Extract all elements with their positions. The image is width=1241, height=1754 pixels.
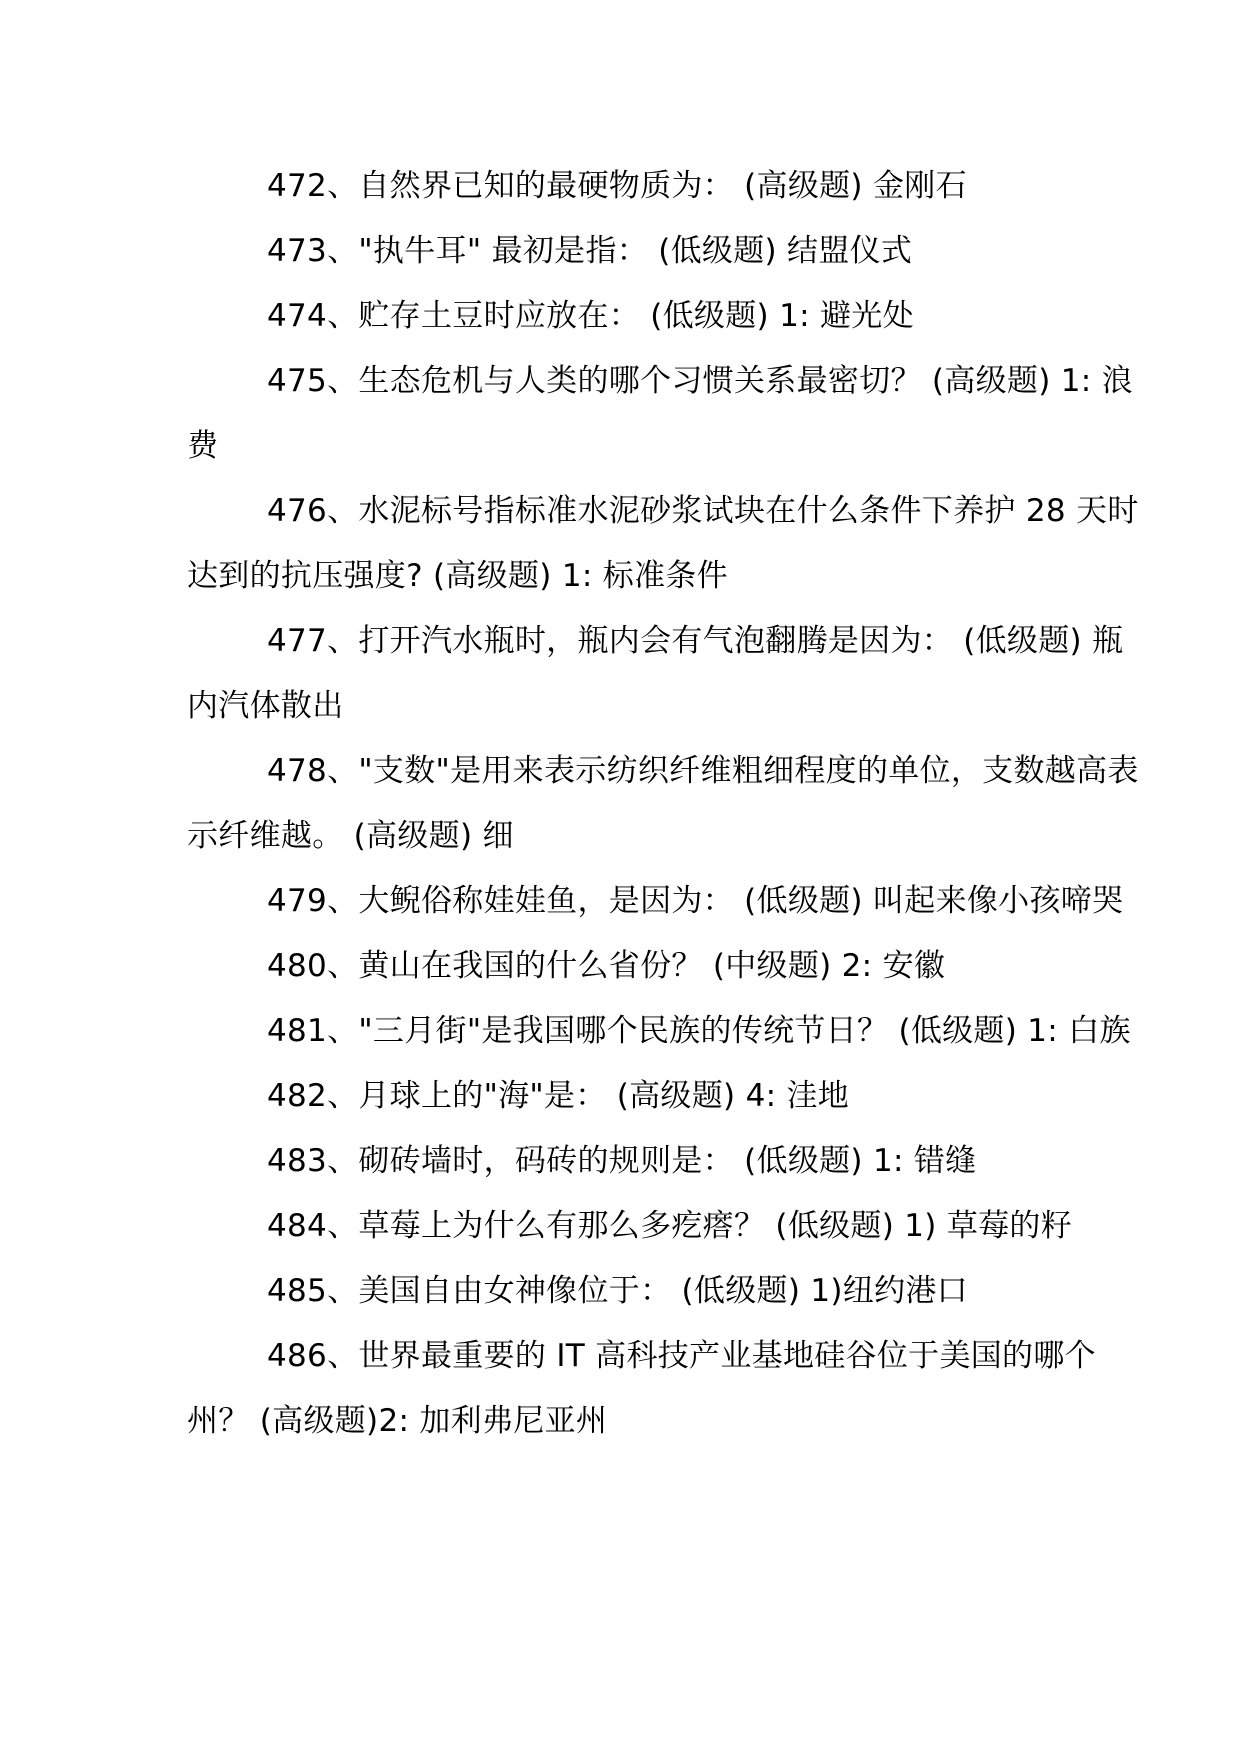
question-480: 480、黄山在我国的什么省份？ (中级题) 2: 安徽 xyxy=(267,948,946,984)
question-483: 483、砌砖墙时，码砖的规则是： (低级题) 1: 错缝 xyxy=(267,1143,977,1179)
question-476: 476、水泥标号指标准水泥砂浆试块在什么条件下养护 28 天时达到的抗压强度? (高级题) 1: 标准条件 xyxy=(187,493,1139,594)
question-477: 477、打开汽水瓶时，瓶内会有气泡翻腾是因为： (低级题) 瓶内汽体散出 xyxy=(187,623,1124,724)
question-list xyxy=(187,154,1147,1454)
question-474: 474、贮存土豆时应放在： (低级题) 1: 避光处 xyxy=(267,298,914,334)
question-472: 472、自然界已知的最硬物质为： (高级题) 金刚石 xyxy=(267,168,967,204)
question-485: 485、美国自由女神像位于： (低级题) 1)纽约港口 xyxy=(267,1273,968,1309)
question-478: 478、"支数"是用来表示纺织纤维粗细程度的单位，支数越高表示纤维越。 (高级题) 细 xyxy=(187,753,1139,854)
question-481: 481、"三月街"是我国哪个民族的传统节日？ (低级题) 1: 白族 xyxy=(267,1013,1131,1049)
question-482: 482、月球上的"海"是： (高级题) 4: 洼地 xyxy=(267,1078,850,1114)
question-475: 475、生态危机与人类的哪个习惯关系最密切？ (高级题) 1: 浪费 xyxy=(187,363,1133,464)
question-484: 484、草莓上为什么有那么多疙瘩？ (低级题) 1) 草莓的籽 xyxy=(267,1208,1073,1244)
question-479: 479、大鲵俗称娃娃鱼，是因为： (低级题) 叫起来像小孩啼哭 xyxy=(267,883,1124,919)
question-486: 486、世界最重要的 IT 高科技产业基地硅谷位于美国的哪个州？ (高级题)2: 加利弗尼亚州 xyxy=(187,1338,1096,1439)
question-473: 473、"执牛耳" 最初是指： (低级题) 结盟仪式 xyxy=(267,233,913,269)
